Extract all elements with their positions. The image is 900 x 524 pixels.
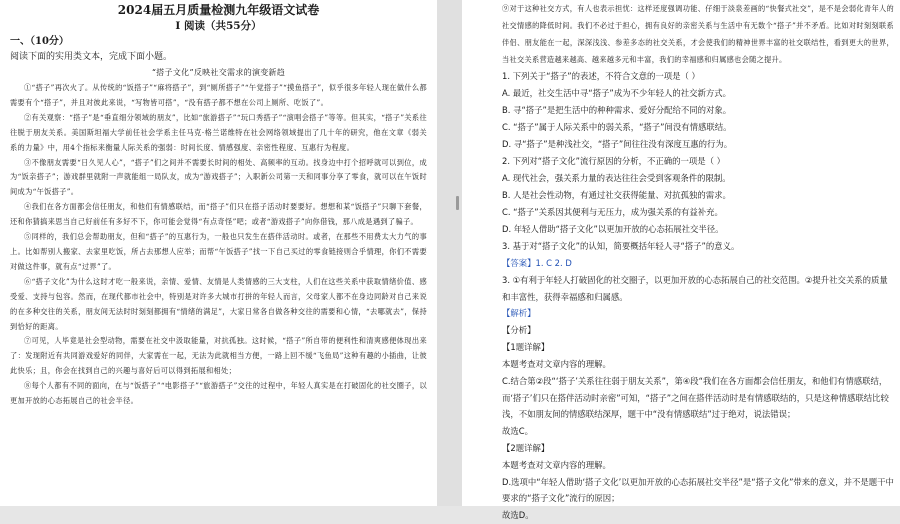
article-title: “搭子文化”反映社交需求的演变新趋 (151, 68, 286, 77)
question-2: 2. 下列对“搭子文化”流行原因的分析，不正确的一项是（ ） (502, 156, 725, 166)
question-1-option-c: C. “搭子”属于人际关系中的弱关系，“搭子”间没有情感联结。 (502, 122, 732, 132)
question-3: 3. 基于对“搭子文化”的认知，简要概括年轻人寻“搭子”的意义。 (502, 241, 740, 251)
question-1-option-a: A. 最近，社交生活中寻“搭子”成为不少年轻人的社交新方式。 (502, 88, 731, 98)
page-divider (437, 0, 462, 506)
sub-2-intro: 本题考查对文章内容的理解。 (502, 459, 611, 470)
question-1-option-b: B. 寻“搭子”是把生活中的种种需求、爱好分配给不同的对象。 (502, 105, 732, 115)
article-paragraph-3: ③不像朋友需要“日久见人心”，“搭子”们之间并不需要长时间的相处、高频率的互动。找身边中打个招呼就可以到位，成为“饭亲搭子”；游戏群里就附一声就能组一局队友，成为“游戏搭子”；入职新公司第一天和同事分享了零食，就可以在午饭时间成为“午饭搭子”。 (10, 157, 427, 197)
analysis-label: 【解析】 (502, 308, 536, 318)
article-paragraph-5: ⑤同样的，我们总会帮助朋友，但和“搭子”的互惠行为，一般也只发生在搭伴活动时。或者，在那些不用费太大力气的事上。比如帮别人搬家、去家里吃饭，所占去那想人应举；而帮“午饭搭子”找一下自己买过的零食链接则合乎情理，你们不需要对做这件事，就有点“过界”了。 (10, 232, 427, 271)
instruction-text: 阅读下面的实用类文本，完成下面小题。 (10, 52, 173, 62)
scroll-marker[interactable] (456, 196, 459, 210)
article-paragraph-1: ①“搭子”再次火了。从传统的“饭搭子”“麻将搭子”，到“厕所搭子”“午觉搭子”“摸鱼搭子”，似乎很多年轻人现在做什么都需要有个“搭子”，并且对彼此来说，“写物皆可搭”，“没有搭子都不想在公司上厕所、吃饭了”。 (10, 83, 427, 107)
fenxi-label: 【分析】 (502, 325, 536, 335)
sub-1-intro: 本题考查对文章内容的理解。 (502, 359, 611, 369)
sub-2-explanation: D.选项中“年轻人借助‘搭子文化’以更加开放的心态拓展社交半径”是“搭子文化”带来的意义，并不是题干中要求的“搭子文化”流行的原因； (502, 476, 894, 503)
article-paragraph-8: ⑧每个人都有不同的面向，在与“饭搭子”“电影搭子”“旅游搭子”交往的过程中，年轻人真实是在打破固化的社交圈子，以更加开放的心态拓展自己的社会半径。 (10, 381, 427, 406)
answer-label: 【答案】1. C 2. D (502, 258, 572, 268)
question-2-option-c: C. “搭子”关系因其便利与无压力，成为强关系的有益补充。 (502, 207, 723, 217)
article-paragraph-7: ⑦可见，人毕竟是社会型动物，需要在社交中汲取能量，对抗孤独。这时候，“搭子”所自带的便利性和清爽感便体现出来了：发现附近有共同游戏爱好的同伴，大家需在一起，无法为此就相当方便，一路上回不缓“飞鱼局”这种有趣的小插曲，让彼此快乐；且，你会在找到自己的兴趣与喜好后可以得到拓展和相处； (10, 336, 427, 376)
right-page (462, 0, 900, 520)
article-paragraph-2: ②有关观察：“搭子”是“垂直细分领域的朋友”，比如“旅游搭子”“玩口秀搭子”“演唱会搭子”等等。但其实，“搭子”关系往往脱于朋友关系。美国斯坦福大学前任社会学系主任马克·格兰诺维特在社会网络领域提出了几十年的研究，他在文章《弱关系的力量》中，用4个指标来衡量人际关系的强弱：时间长度、情感强度、亲密性程度、互惠行为程度。 (10, 112, 427, 152)
article-paragraph-4: ④我们在各方面都会信任朋友，和他们有情感联结，而“搭子”们只在搭子活动时要要好。想想和某“饭搭子”只聊下套餐，还和你猜搞来思当自己好前任有多好不下，你可能会觉得“有点奇怪”吧；或者“游戏搭子”向你借钱，那八成是遇到了骗子。 (10, 202, 427, 227)
question-1: 1. 下列关于“搭子”的表述，不符合文意的一项是（ ） (502, 71, 700, 81)
question-2-option-b: B. 人是社会性动物，有通过社交获得能量、对抗孤独的需求。 (502, 190, 731, 200)
answer-3-text: 3. ①有利于年轻人打破固化的社交圈子，以更加开放的心态拓展自己的社交范围。②提升社交关系的质量和丰富性，获得幸福感和归属感。 (502, 275, 888, 302)
sub-1-explanation: C.结合第②段“‘搭子’关系往往弱于朋友关系”，第④段“我们在各方面都会信任朋友，和他们有情感联结，而‘搭子’们只在搭伴活动时亲密”可知，“搭子”之间在搭伴活动时是有情感联结的，只是这种情感联结比较浅，不如朋友间的情感联结深厚，题干中“没有情感联结”过于绝对，说法错误； (502, 376, 889, 419)
section-title: 一、（10分） (10, 36, 69, 47)
sub-2-label: 【2题详解】 (502, 442, 550, 453)
sub-2-conclusion: 故选D。 (502, 509, 534, 520)
question-2-option-d: D. 年轻人借助“搭子文化”以更加开放的心态拓展社交半径。 (502, 224, 724, 234)
article-paragraph-9: ⑨对于这种社交方式，有人也表示担忧：这样还度强调功能、仔细于淡泉差画的“快餐式社交”，是不是会弱化青年人的社交情感的降低时间。我们不必过于担心，拥有良好的亲密关系与生活中有无数个“搭子”并不矛盾。比如对时刻刻联系伴侣、朋友能在一起，深深浅浅、参差多态的社交关系，才会使我们的精神世界丰富的社交联结性，看到更大的世界，当社交关系营造越来越高、越来越多元和丰富，我们的幸福感和归属感也会随之提升。 (502, 4, 894, 64)
document-title: 2024届五月质量检测九年级语文试卷 (117, 3, 320, 17)
part-title: Ⅰ 阅读（共55分） (175, 20, 262, 32)
article-paragraph-6: ⑥“搭子文化”为什么这时才吃一般来说，亲情、爱情、友情是人类情感的三大支柱，人们在这些关系中获取情绪价值、感受爱、支持与包容。然而，在现代都市社会中，特别是对许多大城市打拼的年轻人而言，父母家人都不在身边同龄对自己来说的在多种交往的关系，朋友间无法时时刻刻都拥有“情绪的满足”，大家日常各自做各种交往的需要和心情，“去哪就去”，保持到恰好的距离。 (10, 276, 427, 331)
left-page (0, 0, 437, 506)
question-2-option-a: A. 现代社会，强关系力量的表达往往会受到客观条件的限制。 (502, 173, 731, 183)
sub-1-conclusion: 故选C。 (502, 425, 533, 436)
sub-1-label: 【1题详解】 (502, 342, 550, 352)
question-1-option-d: D. 寻“搭子”是种浅社交，“搭子”间往往没有深度互惠的行为。 (502, 139, 733, 149)
